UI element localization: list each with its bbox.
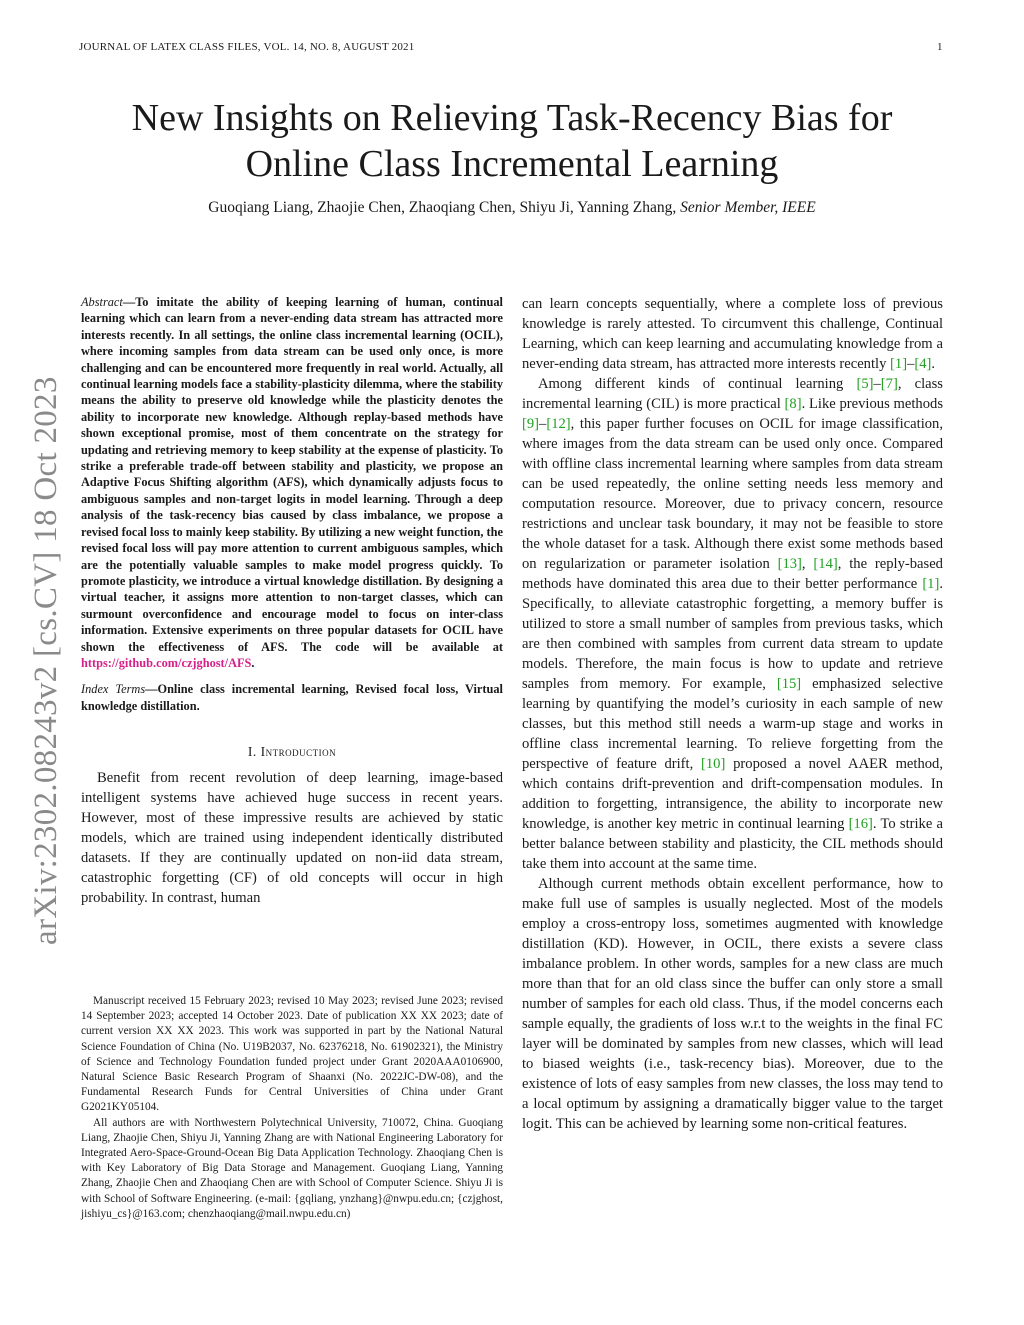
citation-link[interactable]: [4] [914,356,932,372]
index-terms [81,681,503,714]
abstract-body: —To imitate the ability of keeping learning of human, continual learning which can learn from a never-ending data stream has attracted more interests recently. In all settings, the online class incremental learning (OCIL), where incoming samples from data stream can be used only once, is more challenging and can be encountered more frequently in real world. Actually, all continual learning models face a stability-plasticity dilemma, where the stability means the ability to preserve old knowledge while the plasticity denotes the ability to incorporate new knowledge. Although replay-based methods have shown exceptional promise, most of them concentrate on the strategy for updating and retrieving memory to keep stability at the expense of plasticity. To strike a preferable trade-off between stability and plasticity, we propose an Adaptive Focus Shifting algorithm (AFS), which dynamically adjusts focus to ambiguous samples and non-target logits in model learning. Through a deep analysis of the task-recency bias caused by class imbalance, we propose a revised focal loss to mainly keep stability. By utilizing a new weight function, the revised focal loss will pay more attention to current ambiguous samples, which are the potentially valuable samples to make model progress quickly. To promote plasticity, we introduce a virtual knowledge distillation. By designing a virtual teacher, it assigns more attention to non-target classes, which can surmount overconfidence and encourage model to focus on inter-class information. Extensive experiments on three popular datasets for OCIL have shown the effectiveness of AFS. The code will be available at [81,295,503,654]
citation-link[interactable]: [1] [890,356,908,372]
section-heading [81,744,503,760]
code-link[interactable]: https://github.com/czjghost/AFS [81,655,252,670]
abstract-end: . [251,655,255,670]
citation-link[interactable]: [16] [848,816,873,832]
title-line-2: Online Class Incremental Learning [245,143,779,185]
author-suffix: Senior Member, IEEE [680,199,816,216]
footnote-manuscript: Manuscript received 15 February 2023; revised 10 May 2023; revised June 2023; revised 14 September 2023; accepted 14 October 2023. Date of publication XX XX 2023; date of current version XX XX 2023. This work was supported in part by the National Natural Science Foundation of China (No. U19B2037, No. 62376218, No. 61902321), the Ministry of Science and Technology Foundation funded project under Grant 2020AAA0106900, Natural Science Basic Research Program of Shaanxi (No. 2022JC-DW-08), and the Fundamental Research Funds for Central Universities of China under Grant G2021KY05104. [81,995,503,1114]
text-span: emphasized selective learning by quantifying the model’s curiosity in each sample of new classes, but this method still needs a warm-up stage and works in offline class incremental learning. To relieve forgetting from the perspective of feature drift, [522,676,943,772]
intro-paragraph-1 [522,294,943,374]
abstract [81,294,503,671]
intro-paragraph-2 [522,374,943,874]
text-span: . Specifically, to alleviate catastrophic forgetting, a memory buffer is utilized to store a small number of samples from previous tasks, which are then combined with samples from current data stream to update models. Therefore, the main focus is how to update and retrieve samples from memory. For example, [522,576,943,692]
running-head: JOURNAL OF LATEX CLASS FILES, VOL. 14, NO. 8, AUGUST 2021 [79,41,415,53]
paper-title [60,95,964,187]
intro-paragraph-3: Although current methods obtain excellent performance, how to make full use of samples is usually neglected. Most of the models employ a cross-entropy loss, sometimes augmented with knowledge distillation (KD). However, in OCIL, there exists a severe class imbalance problem. In other words, samples for a new class are much more than that for an old class since the buffer can only store a small number of samples for each old class. Thus, if the model concerns each sample equally, the gradients of loss w.r.t to the weights in the final FC layer will be dominated by samples from new classes, which will lead to biased weights (i.e., task-recency bias). Moreover, due to the existence of lots of easy samples from new classes, the loss may tend to a local optimum by assigning a dramatically bigger value to the target logit. This can be achieved by learning some non-critical features. [522,876,943,1132]
page-number: 1 [937,41,943,53]
text-span: can learn concepts sequentially, where a complete loss of previous knowledge is rarely attested. To circumvent this challenge, Continual Learning, which can keep learning and accumulating knowledge from a never-ending data stream, has attracted more interests recently [522,296,943,372]
intro-paragraph-left: Benefit from recent revolution of deep learning, image-based intelligent systems have achieved huge success in recent years. However, most of these impressive results are achieved by static models, which are trained using independent identically distributed datasets. If they are continually updated on non-iid data stream, catastrophic forgetting (CF) of old concepts will occur in high probability. In contrast, human [81,770,503,907]
text-span: , this paper further focuses on OCIL for image classification, where images from the data stream can be used only once. Compared with offline class incremental learning where samples from data stream can be used repeatedly, the online setting needs less memory and computation resource. Moreover, due to privacy concern, resource restrictions and unclear task boundary, it may not be feasible to store the whole dataset for a task. Although there exist some methods based on regularization or parameter isolation [522,416,943,572]
author-names: Guoqiang Liang, Zhaojie Chen, Zhaoqiang Chen, Shiyu Ji, Yanning Zhang, [208,199,677,216]
footnote-affiliations: All authors are with Northwestern Polytechnical University, 710072, China. Guoqiang Liang, Zhaojie Chen, Shiyu Ji, Yanning Zhang are with National Engineering Laboratory for Integrated Aero-Space-Ground-Ocean Big Data Application Technology. Zhaoqiang Chen is with Key Laboratory of Big Data Storage and Management. Guoqiang Liang, Yanning Zhang, Zhaojie Chen and Zhaoqiang Chen are with School of Computer Science. Shiyu Ji is with School of Software Engineering. (e-mail: {gqliang, ynzhang}@nwpu.edu.cn; {czjghost, jishiyu_cs}@163.com; chenzhaoqiang@mail.nwpu.edu.cn) [81,1116,503,1220]
abstract-lead: Abstract [81,295,123,309]
citation-link[interactable]: [8] [784,396,802,412]
text-span: Among different kinds of continual learning [538,376,857,392]
right-column [522,294,943,1134]
arxiv-stamp[interactable]: arXiv:2302.08243v2 [cs.CV] 18 Oct 2023 [28,376,64,945]
text-span: – [907,356,915,372]
citation-link[interactable]: [14] [813,556,838,572]
text-span: . [931,356,936,372]
text-span: – [539,416,547,432]
author-list [60,199,964,217]
text-span: . To strike a better balance between stability and plasticity, the CIL methods should take them into account at the same time. [522,816,943,872]
text-span: . Like previous methods [801,396,943,412]
title-line-1: New Insights on Relieving Task-Recency Bias for [131,97,893,139]
text-span: proposed a novel AAER method, which contains drift-prevention and drift-compensation modules. In addition to forgetting, intransigence, the ability to incorporate new knowledge, is another key metric in continual learning [522,756,943,832]
index-terms-lead: Index Terms [81,682,146,697]
citation-link[interactable]: [13] [777,556,802,572]
index-terms-body: —Online class incremental learning, Revised focal loss, Virtual knowledge distillation. [81,682,503,713]
text-span: , the reply-based methods have dominated this area due to their better performance [522,556,943,592]
section-number: I. [247,744,257,760]
citation-link[interactable]: [12] [546,416,571,432]
citation-link[interactable]: [10] [701,756,726,772]
section-title: Introduction [260,744,337,760]
citation-link[interactable]: [15] [776,676,802,692]
citation-link[interactable]: [5] [856,376,874,392]
footnotes [81,994,503,1222]
text-span: , [801,556,814,572]
citation-link[interactable]: [1] [922,576,940,592]
text-span: – [873,376,881,392]
left-column [81,294,503,908]
citation-link[interactable]: [9] [522,416,540,432]
text-span: , class incremental learning (CIL) is more practical [522,376,943,412]
citation-link[interactable]: [7] [880,376,898,392]
